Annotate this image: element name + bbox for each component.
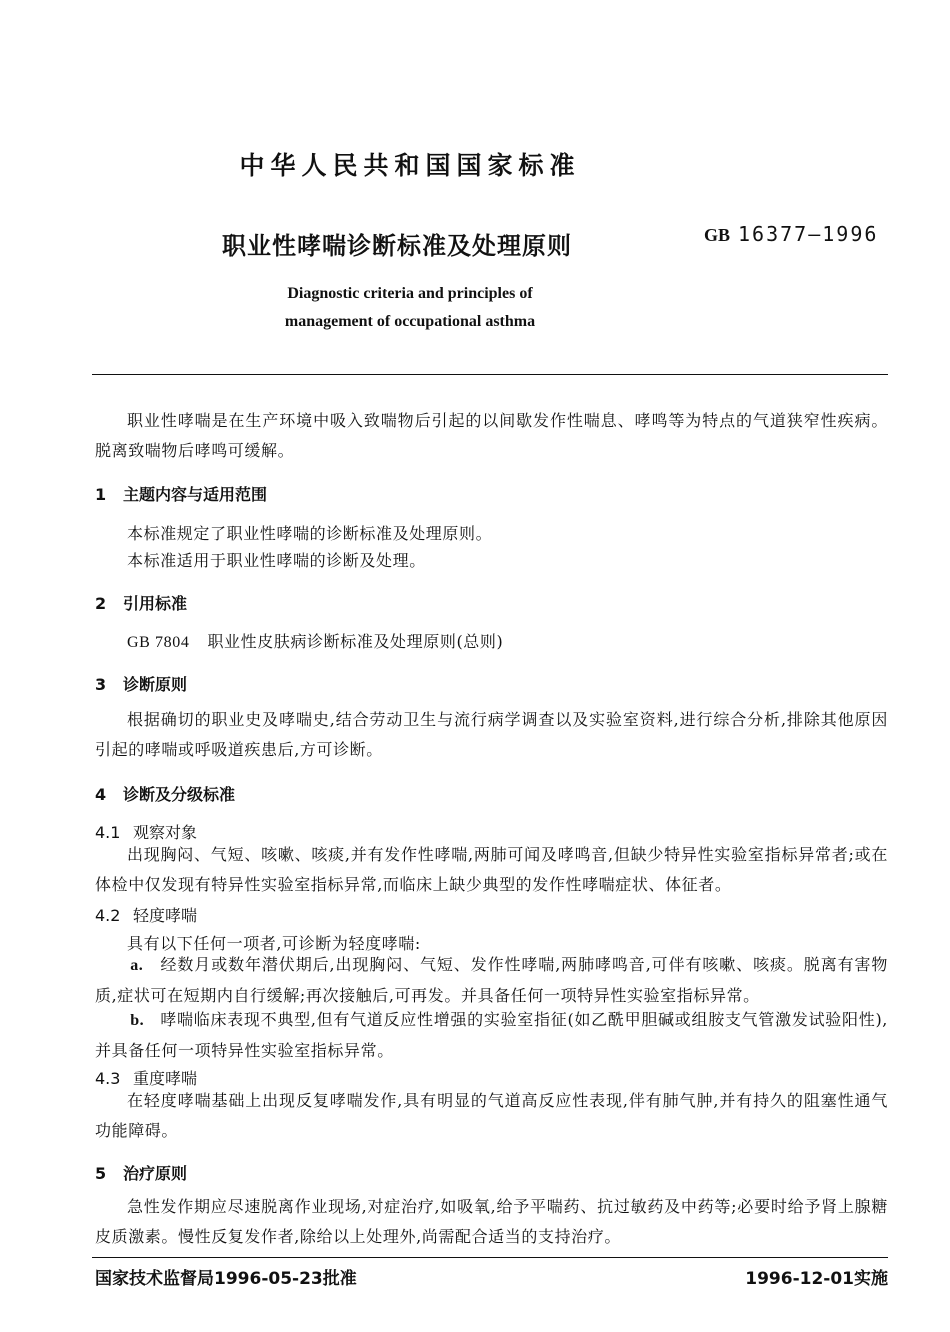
page-title: 职业性哮喘诊断标准及处理原则 [222, 232, 572, 260]
approval-date: 国家技术监督局1996-05-23批准 [95, 1269, 357, 1289]
subsection-4-3-paragraph: 在轻度哮喘基础上出现反复哮喘发作,具有明显的气道高反应性表现,伴有肺气肿,并有持久的阻塞性通气功能障碍。 [95, 1091, 888, 1140]
subsection-number: 4.3 [95, 1069, 121, 1088]
section-title: 主题内容与适用范围 [123, 485, 268, 504]
section-heading-5 [95, 1161, 187, 1184]
section-number: 5 [95, 1164, 107, 1183]
section-heading-2 [95, 591, 187, 614]
footer-divider [92, 1257, 888, 1258]
english-title-line-1: Diagnostic criteria and principles of [287, 285, 533, 302]
section-1-line-2: 本标准适用于职业性哮喘的诊断及处理。 [127, 551, 426, 570]
section-heading-3 [95, 672, 187, 695]
standard-code: 16377—1996 [738, 222, 879, 246]
subsection-heading-4-2 [95, 903, 197, 926]
section-number: 2 [95, 594, 107, 613]
list-item-label: a. [130, 957, 144, 974]
english-title-line-2: management of occupational asthma [284, 313, 536, 330]
list-item-text: 经数月或数年潜伏期后,出现胸闷、气短、发作性哮喘,两肺哮鸣音,可伴有咳嗽、咳痰。脱离有害物质,症状可在短期内自行缓解;再次接触后,可再发。并具备任何一项特异性实验室指标异常。 [95, 955, 888, 1005]
section-title: 诊断原则 [123, 675, 188, 694]
section-3-paragraph: 根据确切的职业史及哮喘史,结合劳动卫生与流行病学调查以及实验室资料,进行综合分析,排除其他原因引起的哮喘或呼吸道疾患后,方可诊断。 [95, 710, 888, 759]
section-5-paragraph: 急性发作期应尽速脱离作业现场,对症治疗,如吸氧,给予平喘药、抗过敏药及中药等;必要时给予肾上腺糖皮质激素。慢性反复发作者,除给以上处理外,尚需配合适当的支持治疗。 [95, 1197, 888, 1246]
subsection-title: 观察对象 [133, 823, 198, 842]
subsection-4-2-lead: 具有以下任何一项者,可诊断为轻度哮喘: [127, 934, 421, 953]
list-item-label: b. [130, 1012, 145, 1029]
subsection-title: 重度哮喘 [133, 1069, 198, 1088]
section-number: 4 [95, 785, 107, 804]
subsection-number: 4.1 [95, 823, 121, 842]
intro-paragraph: 职业性哮喘是在生产环境中吸入致喘物后引起的以间歇发作性喘息、哮鸣等为特点的气道狭窄性疾病。脱离致喘物后哮鸣可缓解。 [95, 411, 888, 460]
reference-title: 职业性皮肤病诊断标准及处理原则(总则) [207, 632, 504, 651]
section-title: 引用标准 [123, 594, 188, 613]
section-title: 诊断及分级标准 [123, 785, 236, 804]
standard-prefix: GB [704, 225, 731, 245]
section-1-line-1: 本标准规定了职业性哮喘的诊断标准及处理原则。 [127, 524, 493, 543]
list-item-b [95, 1005, 888, 1066]
section-heading-1 [95, 482, 267, 505]
subsection-title: 轻度哮喘 [133, 906, 198, 925]
section-title: 治疗原则 [123, 1164, 188, 1183]
section-heading-4 [95, 782, 235, 805]
header-divider [92, 374, 888, 375]
national-standard-heading: 中华人民共和国国家标准 [239, 151, 581, 180]
subsection-number: 4.2 [95, 906, 121, 925]
reference-code: GB 7804 [127, 634, 190, 651]
subsection-4-1-paragraph: 出现胸闷、气短、咳嗽、咳痰,并有发作性哮喘,两肺可闻及哮鸣音,但缺少特异性实验室指标异常者;或在体检中仅发现有特异性实验室指标异常,而临床上缺少典型的发作性哮喘症状、体征者。 [95, 845, 888, 894]
list-item-text: 哮喘临床表现不典型,但有气道反应性增强的实验室指征(如乙酰甲胆碱或组胺支气管激发试验阳性),并具备任何一项特异性实验室指标异常。 [95, 1010, 888, 1060]
reference-standard [127, 629, 503, 652]
standard-number [704, 222, 878, 246]
section-number: 1 [95, 485, 107, 504]
section-number: 3 [95, 675, 107, 694]
list-item-a [95, 950, 888, 1011]
effective-date: 1996-12-01实施 [745, 1269, 888, 1289]
